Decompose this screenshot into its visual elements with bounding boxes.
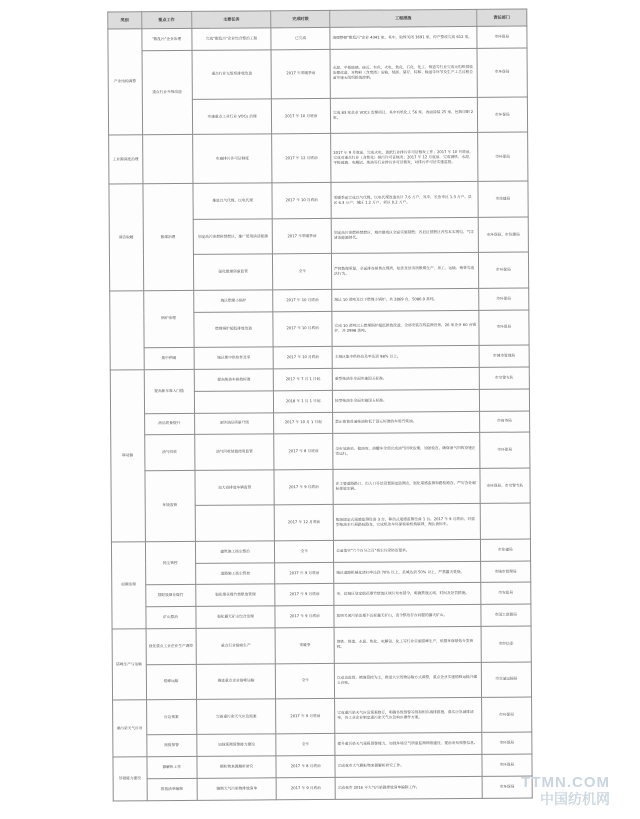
table-row bbox=[111, 539, 530, 564]
category-cell: 工业源深度治理 bbox=[109, 135, 143, 184]
key-work-cell: 应急预案 bbox=[146, 699, 197, 735]
main-task-cell: 提高柴油车排放标准 bbox=[194, 369, 274, 391]
measure-cell: 严控散煤质量，全面排查销售点煤质，依法查处劣质散煤生产、加工、运输、销售等违法行为。 bbox=[331, 253, 478, 289]
table-row bbox=[110, 367, 529, 392]
main-task-cell: 油气回收装置使用监管 bbox=[194, 434, 274, 470]
key-work-cell bbox=[142, 135, 193, 184]
department-cell: 市环保局 bbox=[477, 132, 528, 181]
department-cell: 市环保局 bbox=[477, 97, 528, 133]
key-work-cell: 排放清单编制 bbox=[147, 778, 197, 800]
main-task-cell: 城区集中供热普及率 bbox=[194, 347, 274, 369]
header-measure: 工程措施 bbox=[330, 9, 477, 27]
department-cell: 市环保局 bbox=[482, 754, 532, 776]
main-task-cell bbox=[194, 391, 274, 413]
watermark bbox=[521, 774, 610, 809]
main-task-cell: 建筑施工扬尘整治 bbox=[195, 541, 275, 563]
main-task-cell: 完成"散乱污"企业综合整治工程 bbox=[192, 28, 272, 50]
measure-cell: 禁止销售普通柴油和低于国五标准的车用汽柴油。 bbox=[333, 411, 480, 434]
category-cell: 清洁取暖 bbox=[109, 184, 143, 291]
header-main-task: 主要任务 bbox=[192, 11, 272, 29]
table-row bbox=[112, 662, 531, 700]
deadline-cell: 全年 bbox=[276, 663, 335, 699]
measure-cell: 采暖季前完成以气代煤、以电代煤改造共计 7.6 万户，其中，长治市区 1.3 万户，县区 6.3 万户；城区 1.2 万户，郊区 0.2 万户。 bbox=[331, 182, 478, 218]
key-work-cell: 集中供暖 bbox=[144, 347, 194, 369]
department-cell: 市环保局 bbox=[479, 432, 530, 468]
measure-cell: 水泥、平板玻璃、砖瓦、有色、火电、焦化、石化、化工、铸造等行业完成无组织排放治理改造，对物料（含废渣）运输、装卸、储存、转移、输送等环节及生产工艺过程全面实施无组织排放控制。 bbox=[330, 48, 477, 98]
measure-cell: 以动态监管、精准管控为主，推进大宗货物运输方式调整，重点企业实施错峰运输并建立台账。 bbox=[334, 662, 481, 698]
watermark-line1: TTMN.COM bbox=[521, 774, 610, 791]
deadline-cell: 全年 bbox=[275, 540, 334, 562]
department-cell: 市交通运输局 bbox=[481, 662, 532, 698]
main-task-cell: 编制大气污染物排放清单 bbox=[197, 778, 277, 800]
key-work-cell: 强化重点工业企业生产调控 bbox=[146, 628, 197, 664]
department-cell: 市环保局 bbox=[479, 310, 530, 346]
deadline-cell: 2017 年 9 月底前 bbox=[275, 562, 334, 584]
key-work-cell: 矿山整治 bbox=[145, 607, 195, 629]
deadline-cell: 2017 年 10 月底前 bbox=[273, 289, 332, 311]
measure-cell: 全面落实"六个百分之百"扬尘污染防治要求。 bbox=[333, 539, 480, 562]
department-cell: 市安监局 bbox=[480, 582, 530, 604]
deadline-cell: 2017 年 8 月底前 bbox=[276, 756, 335, 778]
main-task-cell: 道路施工扬尘管控 bbox=[195, 562, 275, 584]
department-cell: 市住建局 bbox=[478, 181, 529, 217]
measure-cell: 取缔关闭污染治理不达标露天矿山，责令整改存在问题的露天矿山。 bbox=[334, 605, 481, 628]
measure-cell: 完成我市大气颗粒物来源解析研究工作。 bbox=[335, 755, 482, 778]
department-cell: 市环保局、市住建局 bbox=[478, 217, 529, 253]
work-plan-table bbox=[107, 9, 533, 802]
key-work-cell: 重点行业升级改造 bbox=[142, 50, 193, 135]
table-body bbox=[108, 26, 532, 801]
table-row bbox=[113, 754, 532, 779]
main-task-cell: 淘汰燃煤小锅炉 bbox=[193, 290, 273, 312]
measure-cell: 清理整顿"散乱污"企业 4341 家，其中，取缔关闭 3691 家，停产整改完成 612 家。 bbox=[330, 26, 477, 49]
table-row bbox=[111, 468, 530, 506]
department-cell: 市环保局 bbox=[477, 26, 527, 48]
measure-cell: 市、县城区划定烟花爆竹禁放区域并发布禁令，明确禁放区域、时间及处罚措施。 bbox=[334, 583, 481, 606]
measure-cell: 2017 年 9 月底前，完成火电、造纸行业排污许可证核发工作；2017 年 10 月底前，完成对重点行业（含焦化）排污许可证核发；2017 年 12 月底前，完成钢铁、水泥、平板玻璃、电解铝、炼油等行业排污许可证核发，对排污许可证实施监管。 bbox=[331, 133, 478, 183]
department-cell bbox=[480, 503, 531, 539]
table-row bbox=[111, 432, 530, 470]
department-cell: 市经信委 bbox=[481, 626, 532, 662]
watermark-line2: 中国纺机网 bbox=[540, 791, 610, 807]
measure-cell: 全市加油站、储油库、油罐车全部完成油气回收治理，加强检查，确保油气回收设施正常运行。 bbox=[333, 433, 480, 469]
main-task-cell: 推进重点企业错峰运输 bbox=[196, 663, 276, 699]
deadline-cell: 2017 年 10 月底前 bbox=[272, 98, 331, 134]
category-cell: 重污染天气应对 bbox=[113, 700, 147, 758]
table-row bbox=[111, 411, 530, 436]
key-work-cell: 源解析工作 bbox=[146, 757, 196, 779]
deadline-cell: 2017 年 9 月底前 bbox=[275, 606, 334, 628]
measure-cell: 划定高污染燃料禁燃区，城市建成区全面实施禁燃；各县区禁燃区内基本实现电、气等清洁能源替代。 bbox=[331, 217, 478, 253]
category-cell: 面源治理 bbox=[111, 541, 145, 629]
department-cell: 市交警支队 bbox=[479, 367, 529, 389]
department-cell: 市环保局 bbox=[481, 732, 531, 754]
main-task-cell: 重点行业错峰生产 bbox=[196, 628, 276, 664]
deadline-cell: 2018 年 1 月 1 日起 bbox=[274, 390, 333, 412]
department-cell bbox=[479, 389, 529, 411]
key-work-cell: 扬尘管控 bbox=[145, 541, 196, 585]
measure-cell: 配备固定式遥感监测设备 3 台，移动式遥感监测设备 1 台。2017 年 9 月底前，对重型柴油车开展路检路查，完成机动车环保检验机构联网，淘汰黄标车。 bbox=[333, 504, 480, 540]
deadline-cell: 全年 bbox=[276, 734, 335, 756]
table-row bbox=[112, 626, 531, 664]
department-cell: 市国土资源局 bbox=[481, 604, 531, 626]
header-key-work: 重点工作 bbox=[141, 11, 191, 28]
department-cell: 市环保局 bbox=[478, 252, 529, 288]
main-task-cell: 强化露天矿山综合治理 bbox=[196, 606, 276, 628]
main-task-cell: 推进以气代煤、以电代煤 bbox=[193, 183, 273, 219]
key-work-cell: 提高新车准入门槛 bbox=[144, 369, 195, 413]
measure-cell: 城区道路机械化清扫率达到 70% 以上，县城达到 50% 以上，严禁露天焚烧。 bbox=[334, 561, 481, 584]
main-task-cell: 加强预测预警能力建设 bbox=[197, 734, 277, 756]
measure-cell: 淘汰 10 蒸吨及以下燃煤小锅炉，共 2869 台，5086.9 蒸吨。 bbox=[332, 288, 479, 311]
key-work-cell: 散煤治理 bbox=[142, 184, 193, 291]
table-row bbox=[113, 697, 532, 735]
key-work-cell: 错峰运输 bbox=[146, 664, 197, 700]
table-row bbox=[113, 776, 532, 801]
main-task-cell: 实施重点工业行业 VOCs 治理 bbox=[192, 99, 272, 135]
deadline-cell: 采暖季 bbox=[275, 627, 334, 663]
document-page bbox=[107, 9, 533, 802]
main-task-cell: 加快油品质量升级 bbox=[194, 412, 274, 434]
table-row bbox=[110, 288, 529, 313]
measure-cell: 完成重污染天气应急预案修订，明确各级预警等级和相应减排措施，落实应急减排清单，各工业企业制定重污染天气应急响应操作方案。 bbox=[335, 697, 482, 733]
table-row bbox=[109, 181, 528, 219]
measure-cell: 重型柴油车全面实施国五标准。 bbox=[332, 367, 479, 390]
main-task-cell: 燃煤锅炉超低排放改造 bbox=[194, 311, 274, 347]
deadline-cell: 2017 年 10 月底前 bbox=[273, 346, 332, 368]
department-cell: 市环保局 bbox=[477, 48, 528, 97]
department-cell: 市环保局 bbox=[481, 697, 532, 733]
table-row bbox=[110, 345, 529, 370]
header-deadline: 完成时限 bbox=[271, 10, 330, 27]
key-work-cell: 锅炉治理 bbox=[143, 290, 194, 348]
department-cell: 市环保局、市交警支队 bbox=[480, 468, 531, 504]
deadline-cell: 全年 bbox=[273, 254, 332, 290]
key-work-cell: "散乱污"企业治理 bbox=[141, 28, 191, 50]
department-cell: 市城市管理局 bbox=[480, 561, 530, 583]
category-cell: 移动源 bbox=[110, 370, 145, 542]
measure-cell: 轻型柴油车全面实施国五标准。 bbox=[332, 389, 479, 412]
key-work-cell: 油品质量提升 bbox=[144, 413, 194, 435]
deadline-cell: 已完成 bbox=[271, 27, 330, 49]
deadline-cell: 2017 年 10 月底前 bbox=[272, 183, 331, 219]
deadline-cell: 2017 年采暖季前 bbox=[271, 49, 330, 98]
header-department: 责任部门 bbox=[476, 9, 526, 26]
main-task-cell: 强化烟花爆竹禁限放管理 bbox=[196, 584, 276, 606]
header-category: 类别 bbox=[108, 12, 142, 29]
measure-cell: 完成我市 2016 年大气污染源排放清单编制工作。 bbox=[335, 776, 482, 799]
department-cell: 市环保局 bbox=[478, 288, 528, 310]
measure-cell: 在主要道路路口、出入口等处设置固定监测点，强化遥感监测和路检路查，严厉查处超标排放车辆。 bbox=[333, 468, 480, 504]
main-task-cell: 强化散煤质量监管 bbox=[193, 254, 273, 290]
measure-cell: 主城区集中供热普及率达到 98% 以上。 bbox=[332, 345, 479, 368]
measure-cell: 钢铁、铸造、水泥、焦化、电解铝、化工等行业实施错峰生产，依据环保绩效分类管控。 bbox=[334, 626, 481, 662]
main-task-cell: 重点行业无组织排放改造 bbox=[192, 50, 272, 100]
department-cell: 市住建局 bbox=[480, 539, 530, 561]
department-cell: 市商务局 bbox=[479, 411, 529, 433]
department-cell: 市环保局 bbox=[482, 776, 532, 798]
category-cell: 错峰生产与运输 bbox=[112, 629, 146, 700]
main-task-cell: 实施排污许可证制度 bbox=[192, 134, 272, 184]
measure-cell: 提升重污染天气预报预警能力，加强环境空气质量监测网络建设，提前发布预警信息。 bbox=[335, 733, 482, 756]
category-cell bbox=[110, 291, 144, 370]
deadline-cell: 2017 年 12 月底前 bbox=[272, 134, 331, 183]
deadline-cell: 2017 年 10 月底前 bbox=[273, 311, 332, 347]
deadline-cell: 2017 年 10 月 1 日起 bbox=[274, 412, 333, 434]
deadline-cell: 2017 年 12 月底前 bbox=[275, 505, 334, 541]
category-cell: 基础能力建设 bbox=[113, 757, 147, 801]
key-work-cell: 禁限放烟花爆竹 bbox=[145, 585, 195, 607]
main-task-cell: 加大高排放车辆监管 bbox=[195, 470, 275, 506]
main-task-cell: 划定高污染燃料禁燃区，推广使用清洁能源 bbox=[193, 219, 273, 255]
key-work-cell: 油气回收 bbox=[144, 435, 195, 471]
main-task-cell: 颗粒物来源解析研究 bbox=[197, 756, 277, 778]
deadline-cell: 2017 年 9 月底前 bbox=[274, 469, 333, 505]
deadline-cell: 2017 年采暖季前 bbox=[273, 218, 332, 254]
measure-cell: 完成 83 家企业 VOCs 治理项目，其中有机化工 56 家，表面涂装 25 家，包装印刷 2 家。 bbox=[330, 97, 477, 133]
deadline-cell: 2017 年 8 月底前 bbox=[274, 434, 333, 470]
table-row bbox=[108, 26, 527, 51]
table-row bbox=[109, 132, 528, 184]
table-row bbox=[112, 604, 531, 629]
deadline-cell: 2017 年 7 月 1 日起 bbox=[274, 368, 333, 390]
measure-cell: 完成 10 蒸吨以上燃煤锅炉超低排放改造，全部安装在线监测设备，26 家企业 60 台锅炉，共 2998 蒸吨。 bbox=[332, 310, 479, 346]
table-row bbox=[113, 732, 532, 757]
key-work-cell: 环境监管 bbox=[144, 470, 195, 541]
table-row bbox=[112, 582, 531, 607]
key-work-cell: 预报预警 bbox=[146, 735, 196, 757]
main-task-cell: 完善重污染天气应急预案 bbox=[196, 699, 276, 735]
category-cell: 产业结构调整 bbox=[108, 29, 142, 136]
main-task-cell bbox=[195, 505, 275, 541]
deadline-cell: 2017 年 9 月底前 bbox=[275, 584, 334, 606]
table-row bbox=[108, 48, 527, 100]
deadline-cell: 2017 年 9 月底前 bbox=[276, 698, 335, 734]
department-cell: 市城市管理局 bbox=[479, 345, 529, 367]
deadline-cell: 2017 年 9 月底前 bbox=[276, 777, 335, 799]
